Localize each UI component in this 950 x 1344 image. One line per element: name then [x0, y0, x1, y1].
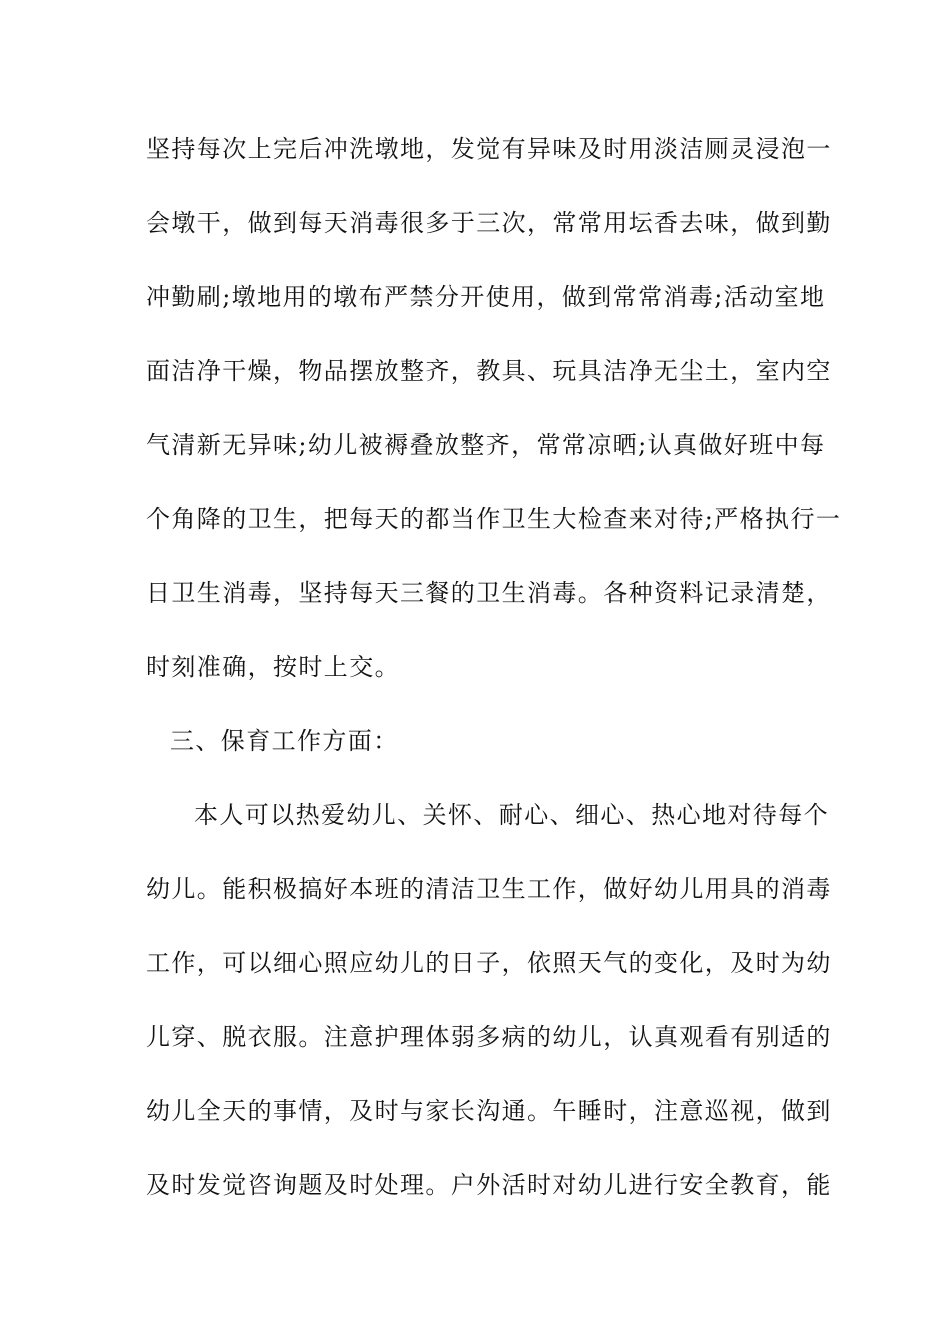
text-line: 个角降的卫生，把每天的都当作卫生大检查来对待;严格执行一 — [146, 505, 842, 533]
text-line: 幼儿全天的事情，及时与家长沟通。午睡时，注意巡视，做到 — [146, 1097, 832, 1125]
text-line: 面洁净干燥，物品摆放整齐，教具、玩具洁净无尘土，室内空 — [146, 357, 832, 385]
text-line: 日卫生消毒，坚持每天三餐的卫生消毒。各种资料记录清楚， — [146, 579, 832, 607]
document-body — [146, 112, 842, 1222]
text-line: 儿穿、脱衣服。注意护理体弱多病的幼儿，认真观看有别适的 — [146, 1023, 832, 1051]
text-line: 会墩干，做到每天消毒很多于三次，常常用坛香去味，做到勤 — [146, 209, 832, 237]
text-line: 本人可以热爱幼儿、关怀、耐心、细心、热心地对待每个 — [194, 801, 829, 829]
text-line: 时刻准确，按时上交。 — [146, 653, 400, 681]
text-line: 坚持每次上完后冲洗墩地，发觉有异味及时用淡洁厕灵浸泡一 — [146, 135, 832, 163]
paragraph-hygiene — [146, 112, 842, 704]
text-line: 及时发觉咨询题及时处理。户外活时对幼儿进行安全教育，能 — [146, 1171, 832, 1199]
text-line: 幼儿。能积极搞好本班的清洁卫生工作，做好幼儿用具的消毒 — [146, 875, 832, 903]
text-line: 工作，可以细心照应幼儿的日子，依照天气的变化，及时为幼 — [146, 949, 832, 977]
text-line: 冲勤刷;墩地用的墩布严禁分开使用，做到常常消毒;活动室地 — [146, 283, 826, 311]
section-heading: 三、保育工作方面： — [170, 727, 399, 755]
text-line: 气清新无异味;幼儿被褥叠放整齐，常常凉晒;认真做好班中每 — [146, 431, 826, 459]
paragraph-childcare — [146, 778, 832, 1222]
